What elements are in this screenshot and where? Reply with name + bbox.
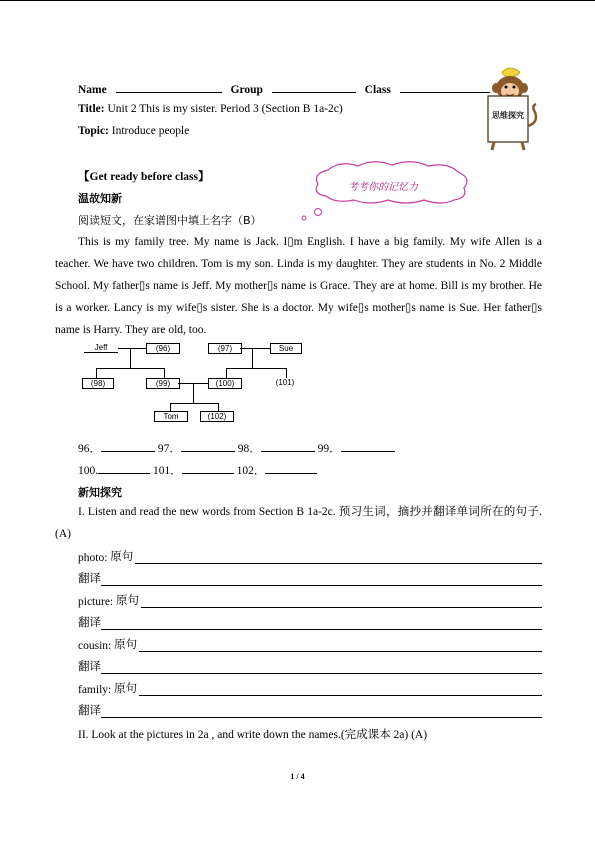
blank-label-98: 98． [237,443,261,455]
tree-box-99: (99) [146,378,180,389]
class-blank[interactable] [400,81,490,93]
tree-box-101: (101) [275,378,295,387]
word-row-picture [78,592,542,608]
review-subheading: 温故知新 [78,192,122,205]
orig-label: 原句 [114,639,138,651]
answer-blanks-row-2 [78,462,317,478]
blank-label-96: 96． [78,443,101,455]
cloud-caption: 考考你的记忆力 [348,182,418,193]
write-line[interactable] [139,650,542,652]
blank-label-102: 102． [236,465,266,477]
blank-96[interactable] [101,440,155,452]
tree-box-sue: Sue [270,343,302,354]
blank-101[interactable] [182,462,234,474]
blank-98[interactable] [261,440,315,452]
tree-box-97: (97) [208,343,242,354]
translate-row-picture [78,614,542,630]
write-line[interactable] [141,606,542,608]
blank-label-97: 97． [157,443,181,455]
blank-label-99: 99． [317,443,341,455]
blank-102[interactable] [265,462,317,474]
write-line[interactable] [101,716,542,718]
class-label: Class [364,84,391,96]
title-label: Title: [78,103,105,115]
word-row-family [78,680,542,696]
page-top-border [0,0,595,1]
write-line[interactable] [139,694,542,696]
translate-label: 翻译 [78,705,101,717]
family-passage [55,231,542,341]
tree-box-96: (96) [146,343,180,354]
blank-99[interactable] [341,440,395,452]
monkey-mascot-icon [480,66,540,152]
word-row-cousin [78,636,542,652]
topic-row [78,125,189,137]
task-1-instruction [55,501,542,545]
orig-label: 原句 [116,595,139,607]
orig-label: 原句 [110,551,134,563]
blank-97[interactable] [181,440,235,452]
topic-text: Introduce people [111,125,190,137]
word-photo: photo: [78,552,108,564]
translate-row-cousin [78,658,542,674]
tree-box-102: (102) [200,411,234,422]
write-line[interactable] [101,584,542,586]
group-label: Group [230,84,263,96]
write-line[interactable] [101,628,542,630]
topic-label: Topic: [78,125,109,137]
passage-text: This is my family tree. My name is Jack. I▯m English. I have a big family. My wife Allen is a teacher. We have two children. Tom is my son. Linda is my daughter. They are students in No. 2 Middle School. My father▯s name is Jeff. My mother▯s name is Grace. They are at home. Bill is my brother. He is a worker. Lancy is my wife▯s sister. She is a doctor. My wife▯s mother▯s name is Sue. Her father▯s name is Harry. They are old, too. [55,236,542,336]
blank-100[interactable] [98,462,150,474]
mascot-sign-text: 思维探究 [492,111,524,120]
tree-box-tom: Tom [154,411,188,422]
answer-blanks-row-1 [78,440,395,456]
translate-label: 翻译 [78,661,101,673]
name-label: Name [78,84,107,96]
reading-instruction: 阅读短文，在家谱图中填上名字（B） [78,214,262,227]
blank-label-101: 101． [153,465,182,477]
section-heading-get-ready: 【Get ready before class】 [78,171,210,183]
thought-cloud [296,160,476,222]
write-line[interactable] [135,562,542,564]
group-blank[interactable] [272,81,356,93]
translate-row-family [78,702,542,718]
task-2-instruction: II. Look at the pictures in 2a , and write down the names.(完成课本 2a) (A) [78,729,428,741]
translate-row-photo [78,570,542,586]
title-row [78,103,343,115]
section-heading-new: 新知探究 [78,486,122,499]
orig-label: 原句 [114,683,138,695]
write-line[interactable] [101,672,542,674]
name-blank[interactable] [116,81,222,93]
translate-label: 翻译 [78,617,101,629]
tree-box-100: (100) [208,378,242,389]
tree-box-98: (98) [82,378,114,389]
word-picture: picture: [78,596,114,608]
word-family: family: [78,684,112,696]
blank-label-100: 100. [78,465,99,477]
name-field-row [78,81,490,96]
task-1-text: I. Listen and read the new words from Section B 1a-2c. 预习生词，摘抄并翻译单词所在的句子. (A) [55,506,542,540]
tree-box-jeff: Jeff [84,343,118,353]
translate-label: 翻译 [78,573,101,585]
page-number: 1 / 4 [290,772,305,781]
title-text: Unit 2 This is my sister. Period 3 (Section B 1a-2c) [107,103,343,115]
family-tree-diagram [82,340,307,428]
word-row-photo [78,548,542,564]
word-cousin: cousin: [78,640,112,652]
